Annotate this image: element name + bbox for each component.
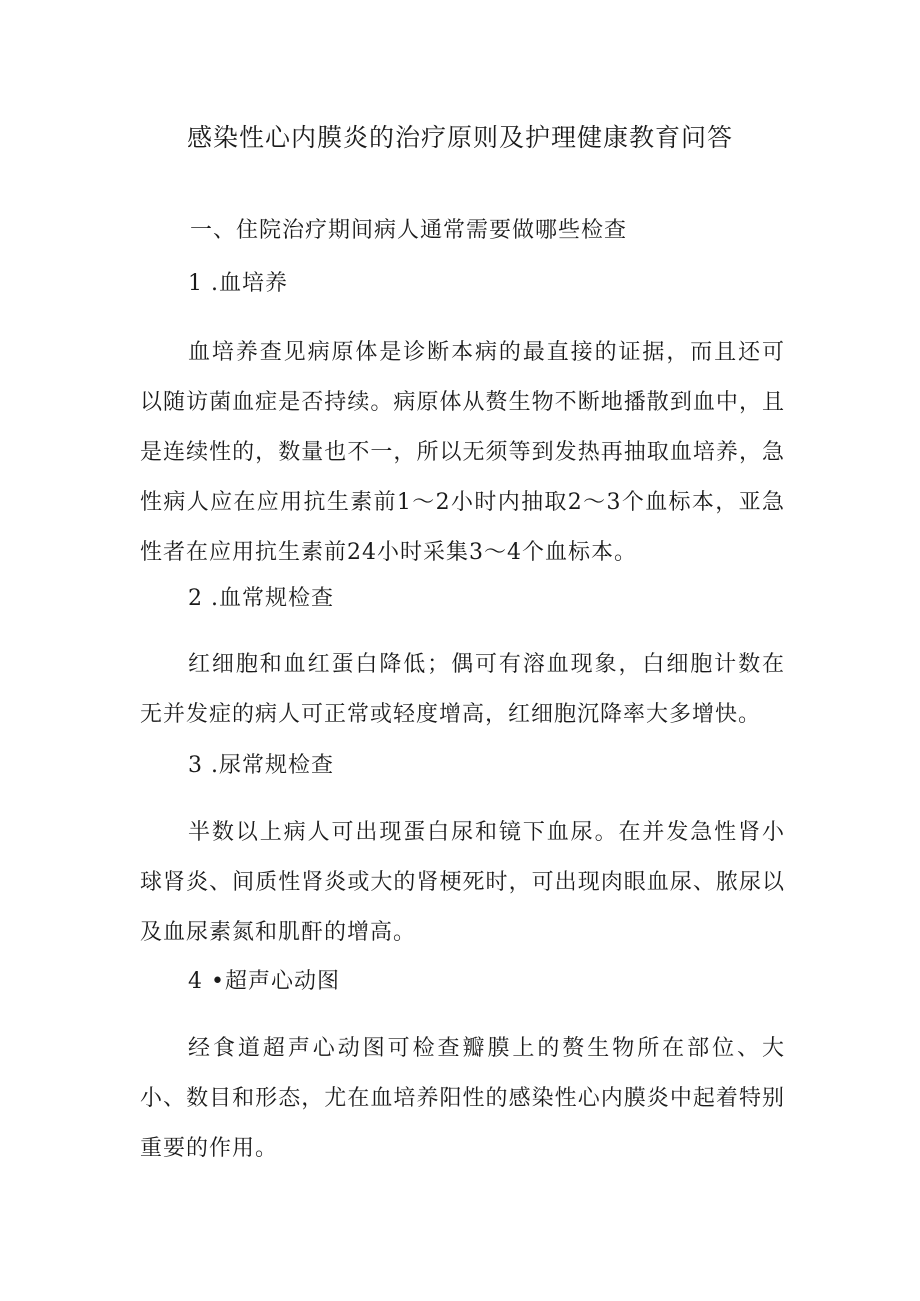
paragraph-blood-routine: 红细胞和血红蛋白降低；偶可有溶血现象，白细胞计数在无并发症的病人可正常或轻度增高，红细胞沉降率大多增快。: [140, 652, 785, 727]
paragraph-urine-routine: 半数以上病人可出现蛋白尿和镜下血尿。在并发急性肾小球肾炎、间质性肾炎或大的肾梗死时，可出现肉眼血尿、脓尿以及血尿素氮和肌酐的增高。: [140, 820, 785, 945]
document-title: 感染性心内膜炎的治疗原则及护理健康教育问答: [186, 123, 733, 152]
section-heading: 一、住院治疗期间病人通常需要做哪些检查: [190, 218, 628, 243]
item-heading-blood-culture: 1 .血培养: [188, 271, 288, 296]
paragraph-echocardiogram: 经食道超声心动图可检查瓣膜上的赘生物所在部位、大小、数目和形态，尤在血培养阳性的感染性心内膜炎中起着特别重要的作用。: [140, 1036, 785, 1161]
item-heading-urine-routine: 3 .尿常规检查: [188, 753, 334, 778]
item-heading-echocardiogram: 4 •超声心动图: [188, 969, 340, 994]
item-heading-blood-routine: 2 .血常规检查: [188, 586, 334, 611]
paragraph-blood-culture: 血培养查见病原体是诊断本病的最直接的证据，而且还可以随访菌血症是否持续。病原体从赘生物不断地播散到血中，且是连续性的，数量也不一，所以无须等到发热再抽取血培养，急性病人应在应用抗生素前1～2小时内抽取2～3个血标本，亚急性者在应用抗生素前24小时采集3～4个血标本。: [140, 340, 785, 565]
